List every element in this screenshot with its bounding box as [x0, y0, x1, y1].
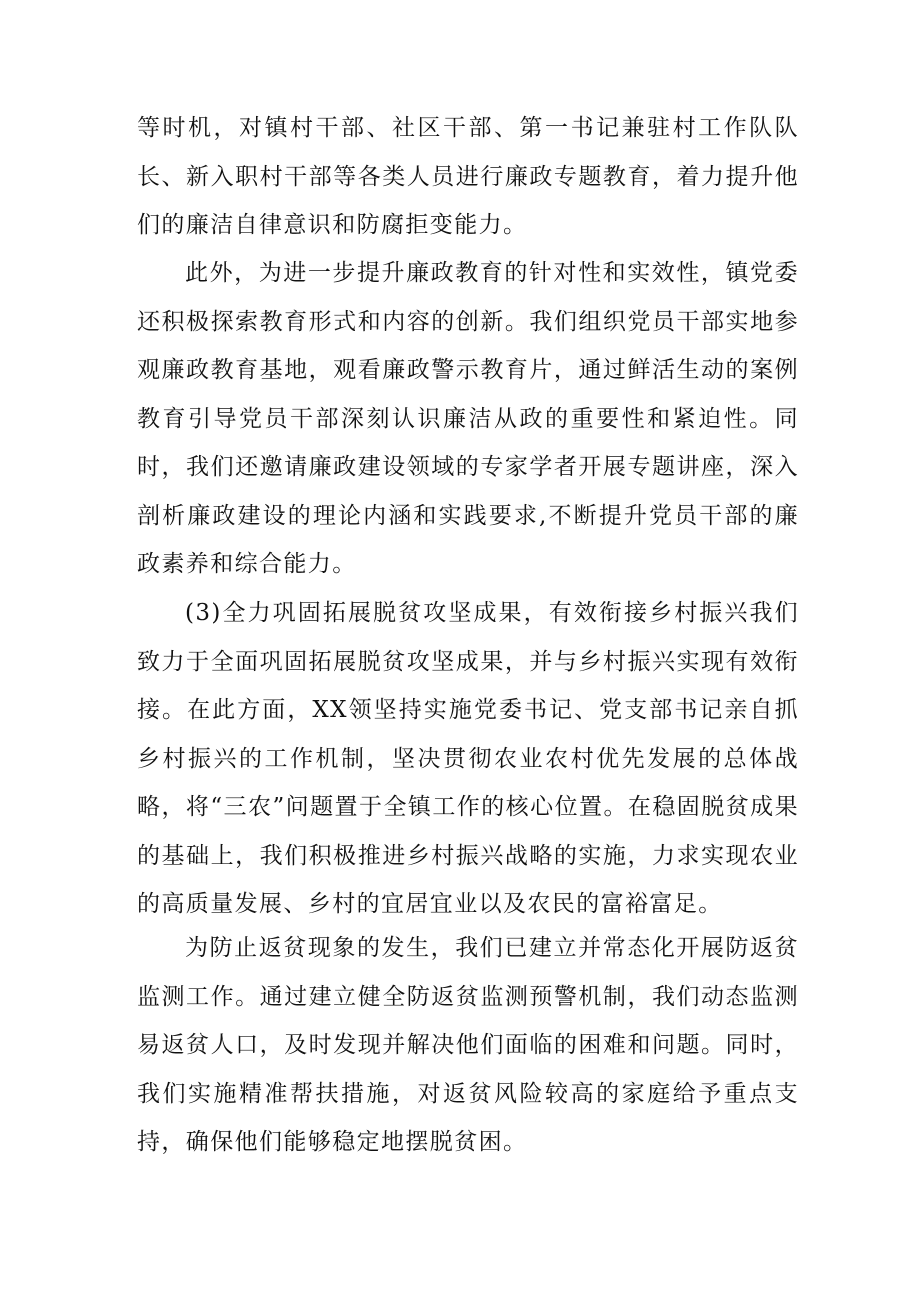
paragraph-continuation: 等时机，对镇村干部、社区干部、第一书记兼驻村工作队队长、新入职村干部等各类人员进行廉政专题教育，着力提升他们的廉洁自律意识和防腐拒变能力。	[137, 115, 799, 238]
paragraph-education-innovation: 此外，为进一步提升廉政教育的针对性和实效性，镇党委还积极探索教育形式和内容的创新。我们组织党员干部实地参观廉政教育基地，观看廉政警示教育片，通过鲜活生动的案例教育引导党员干部深刻认识廉洁从政的重要性和紧迫性。同时，我们还邀请廉政建设领域的专家学者开展专题讲座，深入剖析廉政建设的理论内涵和实践要求,不断提升党员干部的廉政素养和综合能力。	[137, 260, 799, 577]
paragraph-poverty-monitoring: 为防止返贫现象的发生，我们已建立并常态化开展防返贫监测工作。通过建立健全防返贫监测预警机制，我们动态监测易返贫人口，及时发现并解决他们面临的困难和问题。同时，我们实施精准帮扶措施，对返贫风险较高的家庭给予重点支持，确保他们能够稳定地摆脱贫困。	[137, 935, 799, 1155]
paragraph-rural-revitalization: (3)全力巩固拓展脱贫攻坚成果，有效衔接乡村振兴我们致力于全面巩固拓展脱贫攻坚成果，并与乡村振兴实现有效衔接。在此方面，XX领坚持实施党委书记、党支部书记亲自抓乡村振兴的工作机制，坚决贯彻农业农村优先发展的总体战略，将“三农”问题置于全镇工作的核心位置。在稳固脱贫成果的基础上，我们积极推进乡村振兴战略的实施，力求实现农业的高质量发展、乡村的宜居宜业以及农民的富裕富足。	[137, 600, 799, 917]
